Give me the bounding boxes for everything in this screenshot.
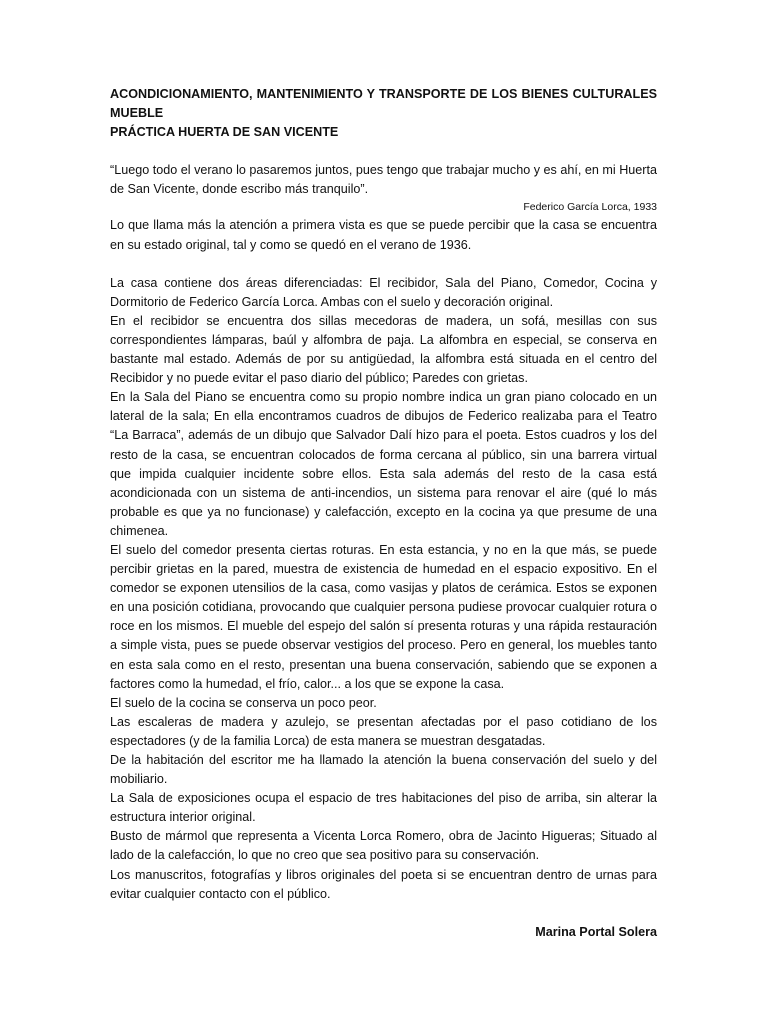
document-subtitle: PRÁCTICA HUERTA DE SAN VICENTE [110, 125, 339, 140]
author-signature: Marina Portal Solera [535, 924, 657, 939]
document-page [110, 85, 657, 942]
paragraph: Las escaleras de madera y azulejo, se presentan afectadas por el paso cotidiano de los espectadores (y de la familia Lorca) de esta manera se muestran desgatadas. [110, 714, 657, 748]
paragraph: Lo que llama más la atención a primera vista es que se puede percibir que la casa se encuentra en su estado original, tal y como se quedó en el verano de 1936. [110, 218, 657, 252]
paragraph: En la Sala del Piano se encuentra como su propio nombre indica un gran piano colocado en un lateral de la sala; En ella encontramos cuadros de dibujos de Federico realizaba para el Teatro “La Barraca”, además de un dibujo que Salvador Dalí hizo para el poeta. Estos cuadros y los del resto de la casa, se encuentran colocados de forma cercana al público, sin una barrera virtual que impida cualquier incidente sobre ellos. Esta sala además del resto de la casa está acondicionada con un sistema de anti-incendios, un sistema para renovar el aire (qué lo más probable es que ya no funcionase) y calefacción, excepto en la cocina ya que presume de una chimenea. [110, 390, 657, 538]
quote-attribution: Federico García Lorca, 1933 [523, 201, 657, 214]
paragraph: Busto de mármol que representa a Vicenta Lorca Romero, obra de Jacinto Higueras; Situado al lado de la calefacción, lo que no creo que sea positivo para su conservación. [110, 829, 657, 863]
paragraph: El suelo del comedor presenta ciertas roturas. En esta estancia, y no en la que más, se puede percibir grietas en la pared, muestra de existencia de humedad en el espacio expositivo. En el comedor se exponen utensilios de la casa, como vasijas y platos de cerámica. Estos se exponen en una posición cotidiana, provocando que cualquier persona pudiese provocar cualquier rotura o roce en los mismos. El mueble del espejo del salón sí presenta roturas y una rápida restauración a simple vista, pues se puede observar vestigios del proceso. Pero en general, los muebles tanto en esta sala como en el resto, presentan una buena conservación, sabiendo que se exponen a factores como la humedad, el frío, calor... a los que se expone la casa. [110, 542, 657, 691]
paragraph: Los manuscritos, fotografías y libros originales del poeta si se encuentran dentro de urnas para evitar cualquier contacto con el público. [110, 867, 657, 901]
document-title: ACONDICIONAMIENTO, MANTENIMIENTO Y TRANSPORTE DE LOS BIENES CULTURALES MUEBLE [110, 87, 657, 121]
epigraph-quote: “Luego todo el verano lo pasaremos juntos, pues tengo que trabajar mucho y es ahí, en mi Huerta de San Vicente, donde escribo más tranquilo”. [110, 163, 657, 197]
paragraph: En el recibidor se encuentra dos sillas mecedoras de madera, un sofá, mesillas con sus correspondientes lámparas, baúl y alfombra de paja. La alfombra en especial, se conserva en bastante mal estado. Además de por su antigüedad, la alfombra está situada en el centro del Recibidor y no puede evitar el paso diario del público; Paredes con grietas. [110, 313, 657, 386]
paragraph: La casa contiene dos áreas diferenciadas: El recibidor, Sala del Piano, Comedor, Cocina y Dormitorio de Federico García Lorca. Ambas con el suelo y decoración original. [110, 275, 657, 309]
paragraph: De la habitación del escritor me ha llamado la atención la buena conservación del suelo y del mobiliario. [110, 753, 657, 787]
paragraph: La Sala de exposiciones ocupa el espacio de tres habitaciones del piso de arriba, sin alterar la estructura interior original. [110, 791, 657, 825]
paragraph: El suelo de la cocina se conserva un poco peor. [110, 695, 377, 710]
